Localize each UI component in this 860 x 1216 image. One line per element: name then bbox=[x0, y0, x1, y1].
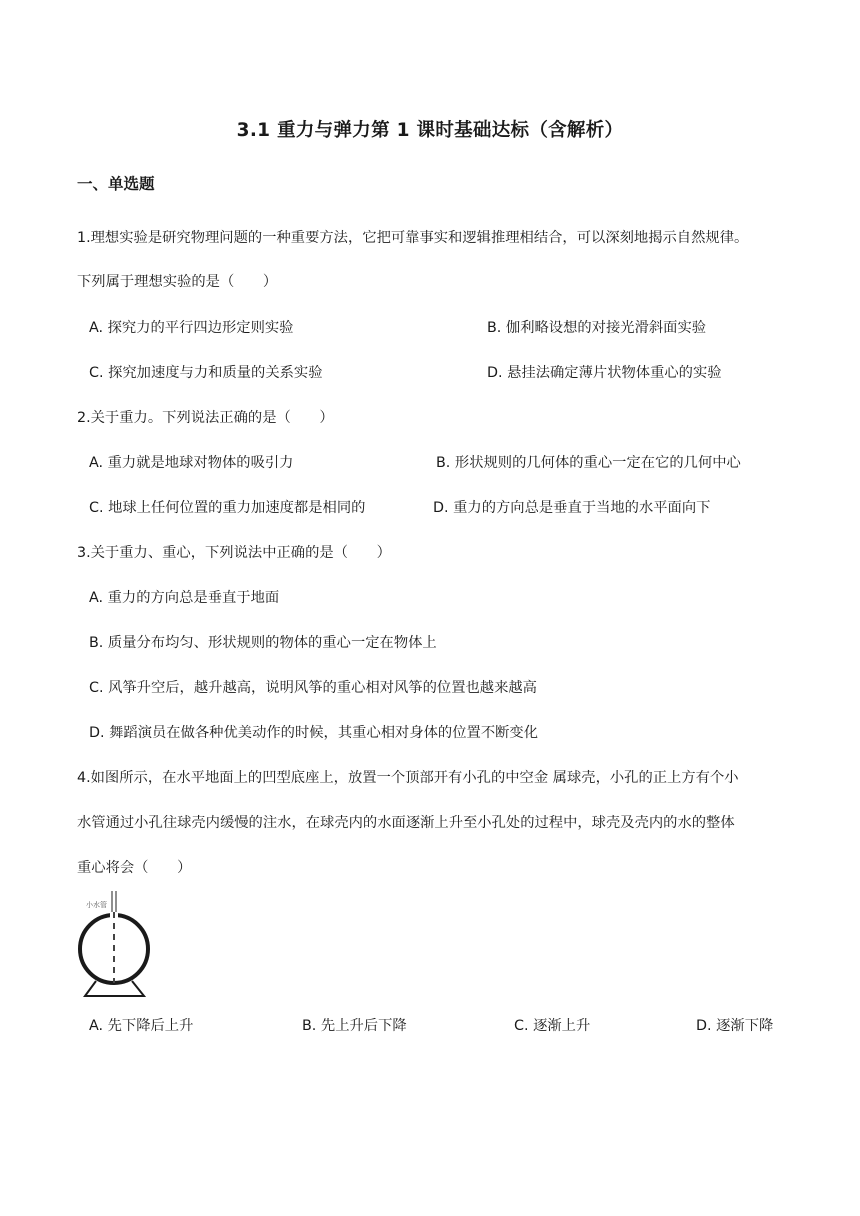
question-4-line-3: 重心将会（ ） bbox=[77, 860, 192, 876]
question-1-line-1: 1.理想实验是研究物理问题的一种重要方法，它把可靠事实和逻辑推理相结合，可以深刻地揭示自然规律。 bbox=[77, 230, 749, 246]
question-1-option-d: D. 悬挂法确定薄片状物体重心的实验 bbox=[487, 365, 722, 381]
section-heading: 一、单选题 bbox=[77, 175, 155, 193]
page-title: 3.1 重力与弹力第 1 课时基础达标（含解析） bbox=[236, 120, 624, 141]
question-3-option-a: A. 重力的方向总是垂直于地面 bbox=[89, 590, 280, 606]
question-3-option-d: D. 舞蹈演员在做各种优美动作的时候，其重心相对身体的位置不断变化 bbox=[89, 725, 539, 741]
question-2-option-b: B. 形状规则的几何体的重心一定在它的几何中心 bbox=[436, 455, 741, 471]
question-4-option-a: A. 先下降后上升 bbox=[89, 1018, 194, 1034]
question-4-line-1: 4.如图所示，在水平地面上的凹型底座上，放置一个顶部开有小孔的中空金 属球壳，小孔的正上方有个小 bbox=[77, 770, 739, 786]
question-4-option-c: C. 逐渐上升 bbox=[514, 1018, 591, 1034]
question-2-option-a: A. 重力就是地球对物体的吸引力 bbox=[89, 455, 294, 471]
question-1-option-b: B. 伽利略设想的对接光滑斜面实验 bbox=[487, 320, 707, 336]
figure-label: 小水管 bbox=[86, 901, 107, 909]
question-1-line-2: 下列属于理想实验的是（ ） bbox=[77, 274, 278, 290]
question-1-option-a: A. 探究力的平行四边形定则实验 bbox=[89, 320, 294, 336]
question-2-option-d: D. 重力的方向总是垂直于当地的水平面向下 bbox=[433, 500, 711, 516]
question-1-option-c: C. 探究加速度与力和质量的关系实验 bbox=[89, 365, 323, 381]
question-2-option-c: C. 地球上任何位置的重力加速度都是相同的 bbox=[89, 500, 366, 516]
question-4-line-2: 水管通过小孔往球壳内缓慢的注水，在球壳内的水面逐渐上升至小孔处的过程中，球壳及壳内的水的整体 bbox=[77, 815, 735, 831]
sphere-shell-figure bbox=[70, 888, 160, 1000]
question-4-option-d: D. 逐渐下降 bbox=[696, 1018, 774, 1034]
question-3-line-1: 3.关于重力、重心，下列说法中正确的是（ ） bbox=[77, 545, 391, 561]
question-3-option-b: B. 质量分布均匀、形状规则的物体的重心一定在物体上 bbox=[89, 635, 437, 651]
question-4-option-b: B. 先上升后下降 bbox=[302, 1018, 407, 1034]
question-3-option-c: C. 风筝升空后，越升越高，说明风筝的重心相对风筝的位置也越来越高 bbox=[89, 680, 537, 696]
question-2-line-1: 2.关于重力。下列说法正确的是（ ） bbox=[77, 410, 334, 426]
